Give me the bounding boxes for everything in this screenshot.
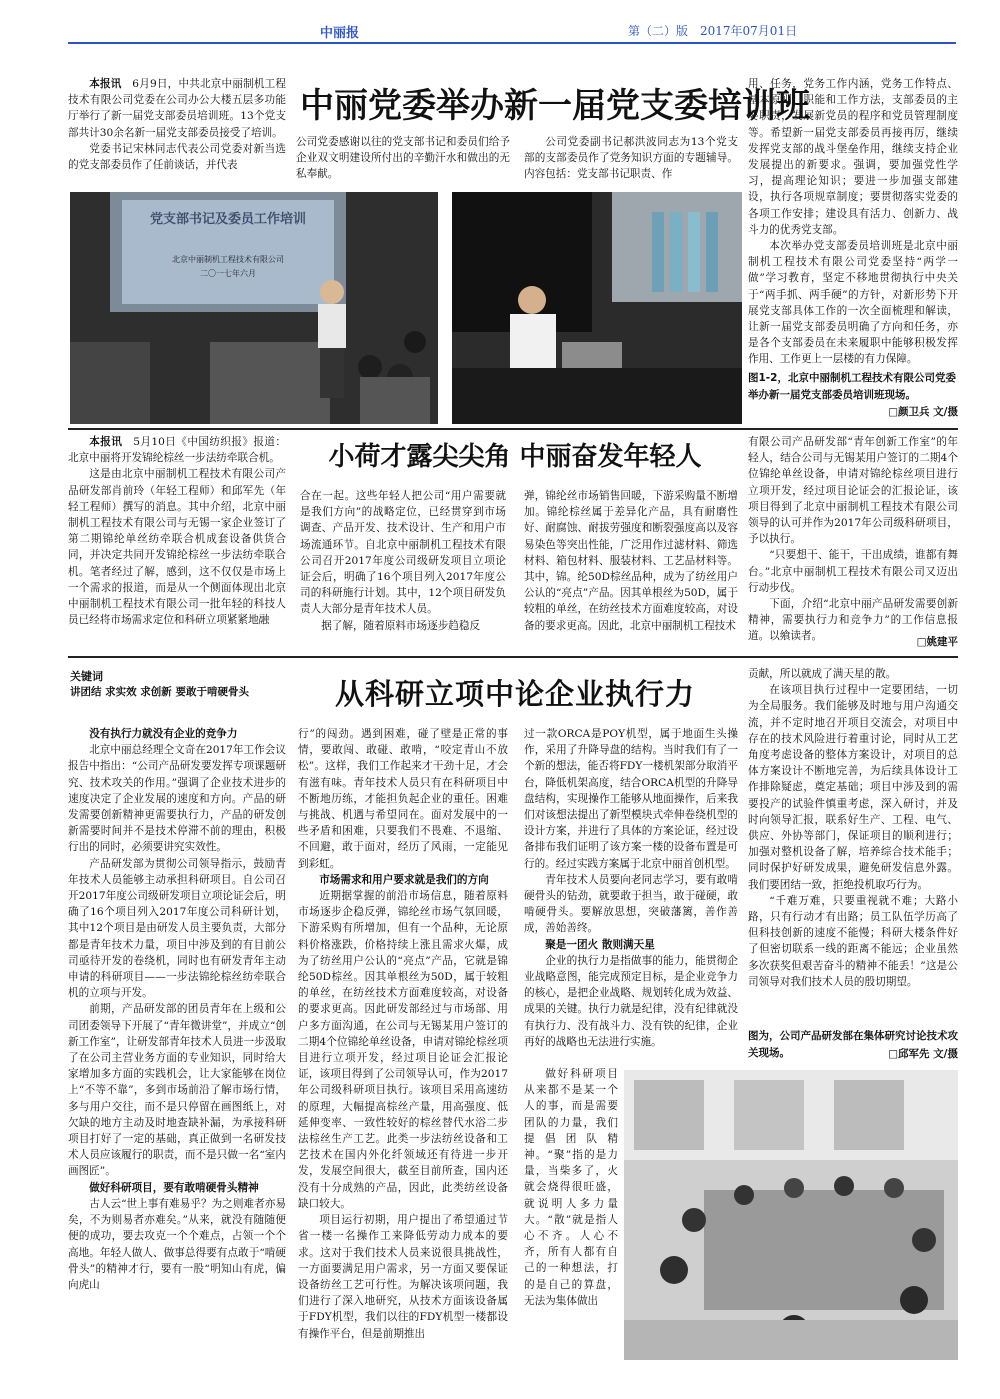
article1-p2: 党委书记宋林同志代表公司党委对新当选的党支部委员作了任前谈话，并代表 <box>68 142 286 172</box>
article2-col2 <box>300 488 506 650</box>
article3-col2 <box>298 726 508 1362</box>
article1-p5: 用、任务，党务工作内涵，党务工作特点、基本原则、职能和工作方法，支部委员的主要职责，发展新党员的程序和党员管理制度等。希望新一届党支部委员再接再厉，继续发挥党支部的战斗堡垒作用，继续支持企业发展提出的新要求。强调，要加强党性学习，提高理论知识；要进一步加强支部建设，执行各项规章制度；要贯彻落实党委的各项工作安排；建设具有活力、创新力、战斗力的优秀党支部。 <box>748 78 958 236</box>
article3-c1-p3: 前期，产品研发部的团员青年在上级和公司团委领导下开展了“青年微讲堂”，并成立“创新工作室”，让研发部青年技术人员进一步汲取了在公司主营业务方面的专业知识，同时给大家增加多方面的实践机会，让大家能够在岗位上“不等不靠”，多到市场前沿了解市场行情，多与用户交往，而不是只停留在画图纸上，对欠缺的地方主动及时地查缺补漏，为承接科研项目打好了一定的基础，真正做到一名研发技术人员应该履行的职责，而不是只做一名“室内画图匠”。 <box>68 1003 286 1178</box>
article1-p4: 公司党委副书记郝洪波同志为13个党支部的支部委员作了党务知识方面的专题辅导。内容包括：党支部书记职责、作 <box>524 136 738 181</box>
article3-col1 <box>68 726 286 1362</box>
article1-photo-2 <box>452 192 742 424</box>
article1-title: 中丽党委举办新一届党支委培训班 <box>300 86 810 126</box>
article3-c3-p3: 企业的执行力是指做事的能力，能贯彻企业战略意图，能完成预定目标，是企业竞争力的核心，是把企业战略、规划转化成为效益、成果的关键。执行力就是纪律，没有纪律就没有执行力、没有战斗力、没有铁的纪律，企业再好的战略也无法进行实施。 <box>524 954 738 1048</box>
article1-photo-1 <box>70 192 438 424</box>
photo1-banner-sub1: 北京中丽制机工程技术有限公司 <box>172 255 284 264</box>
article2-col1 <box>68 434 286 650</box>
article1-p6: 本次举办党支部委员培训班是北京中丽制机工程技术有限公司党委坚持“两学一做”学习教育，坚定不移地贯彻执行中央关于“两手抓、两手硬”的方针，对新形势下开展党支部具体工作的一次全面梳理和解读，让新一届党支部委员明确了方向和任务，亦是各个支部委员在未来履职中能够积极发挥作用、工作更上一层楼的有力保障。 <box>748 240 958 366</box>
article3-c3-p1: 过一款ORCA是POY机型，属于地面生头操作，采用了升降导盘的结构。当时我们有了一个新的想法，能否将FDY一楼机架部分取消平台，降低机架高度，结合ORCA机型的升降导盘结构，实现操作工能够从地面操作，后来我们对该想法提出了新型模块式牵伸卷绕机型的设计方案，并进行了具体的方案论证，经过设备排布我们证明了该方案一楼的设备布置是可行的。经过实践方案属于北京中丽首创机型。 <box>524 728 738 870</box>
article3-c1-p4: 古人云“世上事有难易乎？为之则难者亦易矣，不为则易者亦难矣。”从来，就没有随随便便的成功，要去攻克一个个难点，占领一个个高地。年轻人做人、做事总得要有点敢于“啃硬骨头”的精神才行，要有一股“明知山有虎，偏向虎山 <box>68 1197 286 1291</box>
newspaper-name: 中丽报 <box>320 26 360 41</box>
article3-c2-p3: 项目运行初期，用户提出了希望通过节省一楼一名操作工来降低劳动力成本的要求。这对于我们技术人员来说很具挑战性，一方面要满足用户需求，另一方面又要保证设备纺丝工艺可行性。为解决该项问题，我们进行了深入地研究，从技术方面该设备属于FDY机型，我们以往的FDY机型一楼都设有操作平台，但是前期推出 <box>298 1214 508 1340</box>
article2-p2: 这是由北京中丽制机工程技术有限公司产品研发部肖前玲（年轻工程师）和邱军先（年轻工程师）撰写的消息。其中介绍，北京中丽制机工程技术有限公司与无锡一家企业签订了第二期锦纶单丝纺牵联合机成套设备供货合同，并决定共同开发锦纶棕丝一步法纺牵联合机。笔者经过了解，感到，这不仅仅是市场上一个需求的报道，而是从一个侧面体现出北京中丽制机工程技术有限公司一批年轻的科技人员已经将市场需求定位和科研立项紧紧地融 <box>68 468 286 627</box>
article1-col3 <box>524 134 738 188</box>
article3-c2-p1: 行”的闯劲。遇到困难，碰了壁是正常的事情，要敢闯、敢碰、敢啃，“咬定青山不放松”。这样，我们工作起来才干劲十足，才会有滋有味。青年技术人员只有在科研项目中不断地历练，才能担负起企业的重任。困难与挑战、机遇与希望同在。面对发展中的一些矛盾和困难，只要我们不畏难、不退缩、不回避，敢于面对，经历了风雨，一定能见到彩虹。 <box>298 728 508 870</box>
article2-title: 小荷才露尖尖角 中丽奋发年轻人 <box>328 442 702 472</box>
article1-lead: 6月9日，中共北京中丽制机工程技术有限公司党委在公司办公大楼五层多功能厅举行了新一届党支部委员培训班。13个党支部共计30余名新一届党支部委员接受了培训。 <box>68 78 287 139</box>
article1-col4 <box>748 76 958 370</box>
photo1-banner-sub2: 二〇一七年六月 <box>200 269 256 278</box>
section-divider-1 <box>68 428 958 430</box>
article1-p3: 公司党委感谢以往的党支部书记和委员们给予企业双文明建设所付出的辛勤汗水和做出的无私奉献。 <box>296 136 510 181</box>
article1-byline: □颜卫兵 文/摄 <box>888 406 958 418</box>
article1-caption-text: 图1-2，北京中丽制机工程技术有限公司党委举办新一届党支部委员培训班现场。 <box>748 372 956 401</box>
article3-heading-3: 市场需求和用户要求就是我们的方向 <box>319 873 489 886</box>
photo1-banner-text: 党支部书记及委员工作培训 <box>149 212 306 227</box>
article2-p6: 有限公司产品研发部“青年创新工作室”的年轻人，结合公司与无锡某用户签订的二期4个位锦纶单丝设备，申请对锦纶棕丝项目进行立项开发，经过项目论证会的汇报论证，该项目得到了北京中丽制机工程技术有限公司领导的认可并作为2017年公司级科研项目，予以执行。 <box>748 436 958 546</box>
article3-c4-p2: 在该项目执行过程中一定要团结，一切为全局服务。我们能够及时地与用户沟通交流，并不定时地召开项目交流会，对项目中存在的技术风险进行着重讨论，同时从工艺角度考虑设备的整体方案设计，对项目的总体方案设计不断地完善，为后续具体设计工作排除疑虑，奠定基础；项目中涉及到的需要投产的试验件慎重考虑，深入研讨，并及时向领导汇报，联系好生产、工程、电气、供应、外协等部门，保证项目的顺利进行；加强对整机设备了解，培养综合技术能手；同时保护好研发成果，避免研发信息外露。我们要团结一致，拒绝投机取巧行为。 <box>748 684 958 891</box>
article3-caption: 图为，公司产品研发部在集体研究讨论技术攻关现场。 <box>748 1030 958 1059</box>
article3-c4-p1: 贡献，所以就成了满天星的散。 <box>748 668 897 680</box>
article2-p7: “只要想干、能干，干出成绩，谁都有舞台。”北京中丽制机工程技术有限公司又迈出行动步伐。 <box>748 549 958 594</box>
keyword-label: 关键词 <box>70 670 103 683</box>
article1-lead-label: 本报讯 <box>89 78 122 90</box>
article3-c1-p2: 产品研发部为贯彻公司领导指示，鼓励青年技术人员能够主动承担科研项目。自公司召开2017年度公司级研发项目立项论证会后，明确了16个项目列入2017年度公司科研计划，其中12个项目是由研发人员主要负责，大部分都是青年技术力量，项目中涉及到的有目前公司亟待开发的卷绕机，同时也有研发青年主动申请的科研项目——一步法锦纶棕丝纺牵联合机的立项与开发。 <box>68 857 286 1000</box>
article3-byline: □邱军先 文/摄 <box>888 1048 958 1060</box>
article3-heading-1: 没有执行力就没有企业的竞争力 <box>89 728 238 740</box>
article2-lead: 5月10日《中国纺织报》报道：北京中丽将开发锦纶棕丝一步法纺牵联合机。 <box>68 436 286 465</box>
article2-col3 <box>524 488 738 650</box>
article3-c4-p3: “千难万难，只要重视就不难；大路小路，只有行动才有出路；员工队伍学历高了但科技创新的速度不能慢；科研大楼条件好了但密切联系一线的距离不能远；企业虽然多次获奖但艰苦奋斗的精神不能丢！”这是公司领导对我们技术人员的殷切期望。 <box>748 894 958 988</box>
article3-c3-p2: 青年技术人员要向老同志学习，要有敢啃硬骨头的钻劲，就要敢于担当，敢于碰硬，敢啃硬骨头。要解放思想，突破藩篱，善作善成，善始善终。 <box>524 873 738 935</box>
meeting-photo-image <box>624 1070 958 1360</box>
article3-col3 <box>524 726 738 1064</box>
article3-photo <box>624 1070 958 1360</box>
article3-title: 从科研立项中论企业执行力 <box>334 677 695 711</box>
article2-p4: 据了解，随着原料市场逐步趋稳反 <box>321 619 481 632</box>
article3-heading-2: 做好科研项目，要有敢啃硬骨头精神 <box>89 1181 259 1194</box>
article3-heading-4: 聚是一团火 散则满天星 <box>545 938 655 951</box>
article3-col4 <box>748 666 958 1026</box>
article1-col1 <box>68 76 286 192</box>
article2-p3: 合在一起。这些年轻人把公司“用户需要就是我们方向”的战略定位，已经贯穿到市场调查、产品开发、技术设计、生产和用户市场流通环节。自北京中丽制机工程技术有限公司召开2017年度公司级研发项目立项论证会后，明确了16个项目列入2017年度公司的科研施行计划。其中，12个项目研发负责人大部分是青年技术人员。 <box>300 490 506 616</box>
article2-p5: 弹，锦纶丝市场销售回暖，下游采购量不断增加。锦纶棕丝属于差异化产品，具有耐磨性好、耐腐蚀、耐拔劳强度和断裂强度高以及容易染色等突出性能，广泛用作过滤材料、筛选材料、箱包材料、服装材料、工艺品材料等。其中，锦。纶50D棕丝品种，成为了纺丝用户公认的“亮点”产品。因其单根丝为50D，属于较粗的单丝，在纺丝技术方面难度较高，对设备的要求更高。因此，北京中丽制机工程技术 <box>524 490 738 632</box>
article2-byline: □姚建平 <box>916 636 958 648</box>
article3-c3-p4: 做好科研项目从来都不是某一个人的事，而是需要团队的力量，我们提倡团队精神。“聚”指的是力量，当柴多了，火就会烧得很旺盛，就说明人多力量大。“散”就是指人心不齐。人心不齐，所有人都有自己的一种想法，打的是自己的算盘，无法为集体做出 <box>524 1068 618 1307</box>
page-info: 第（二）版 2017年07月01日 <box>628 24 798 38</box>
article2-p8: 下面，介绍“北京中丽产品研发需要创新精神，需要执行力和竞争力”的工作信息报道。以飨读者。 <box>748 598 958 643</box>
article3-c2-p2: 近期据掌握的前沿市场信息，随着原料市场逐步企稳反弹，锦纶丝市场气氛回暖，下游采购有所增加，但有一个品种，无论原料价格涨跌，价格持续上涨且需求火爆，成为了纺丝用户公认的“亮点”产品，它就是锦纶50D棕丝。因其单根丝为50D，属于较粗的单丝，在纺丝技术方面难度较高，对设备的要求更高。因此研发部经过与市场部、用户多方面沟通，在公司与无锡某用户签订的二期4个位锦纶单丝设备，申请对锦纶棕丝项目进行立项开发，经过项目论证会汇报论证，该项目得到了公司领导认可，作为2017年公司级科研项目执行。该项目采用高速纺的原理，大幅提高棕丝产量，用高强度、低延伸变率、一致性较好的棕丝替代水浴二步法棕丝生产工艺。此类一步法纺丝设备和工艺技术在国内外化纤领域还有待进一步开发，发展空间很大，截至目前所查，国内还没有十分成熟的产品，因此，此类纺丝设备缺口较大。 <box>298 890 508 1210</box>
article3-col3-narrow <box>524 1066 618 1362</box>
section-divider-2 <box>68 656 958 658</box>
training-photo-2-image <box>452 192 742 424</box>
article1-col2 <box>296 134 510 188</box>
article1-caption <box>748 370 958 404</box>
header-rule <box>68 42 956 44</box>
article2-lead-label: 本报讯 <box>89 436 123 448</box>
article3-c1-p1: 北京中丽总经理仝文奇在2017年工作会议报告中指出：“公司产品研发要发挥专项课题研究、技术攻关的作用。”强调了企业技术进步的速度决定了企业发展的速度和方向。产品的研发需要创新精神更需要执行力，产品的研发创新需要时间并不是技术停滞不前的理由，积极行出的同时，必须要讲究实效性。 <box>68 744 286 854</box>
keyword-list: 讲团结 求实效 求创新 要敢于啃硬骨头 <box>70 686 249 698</box>
